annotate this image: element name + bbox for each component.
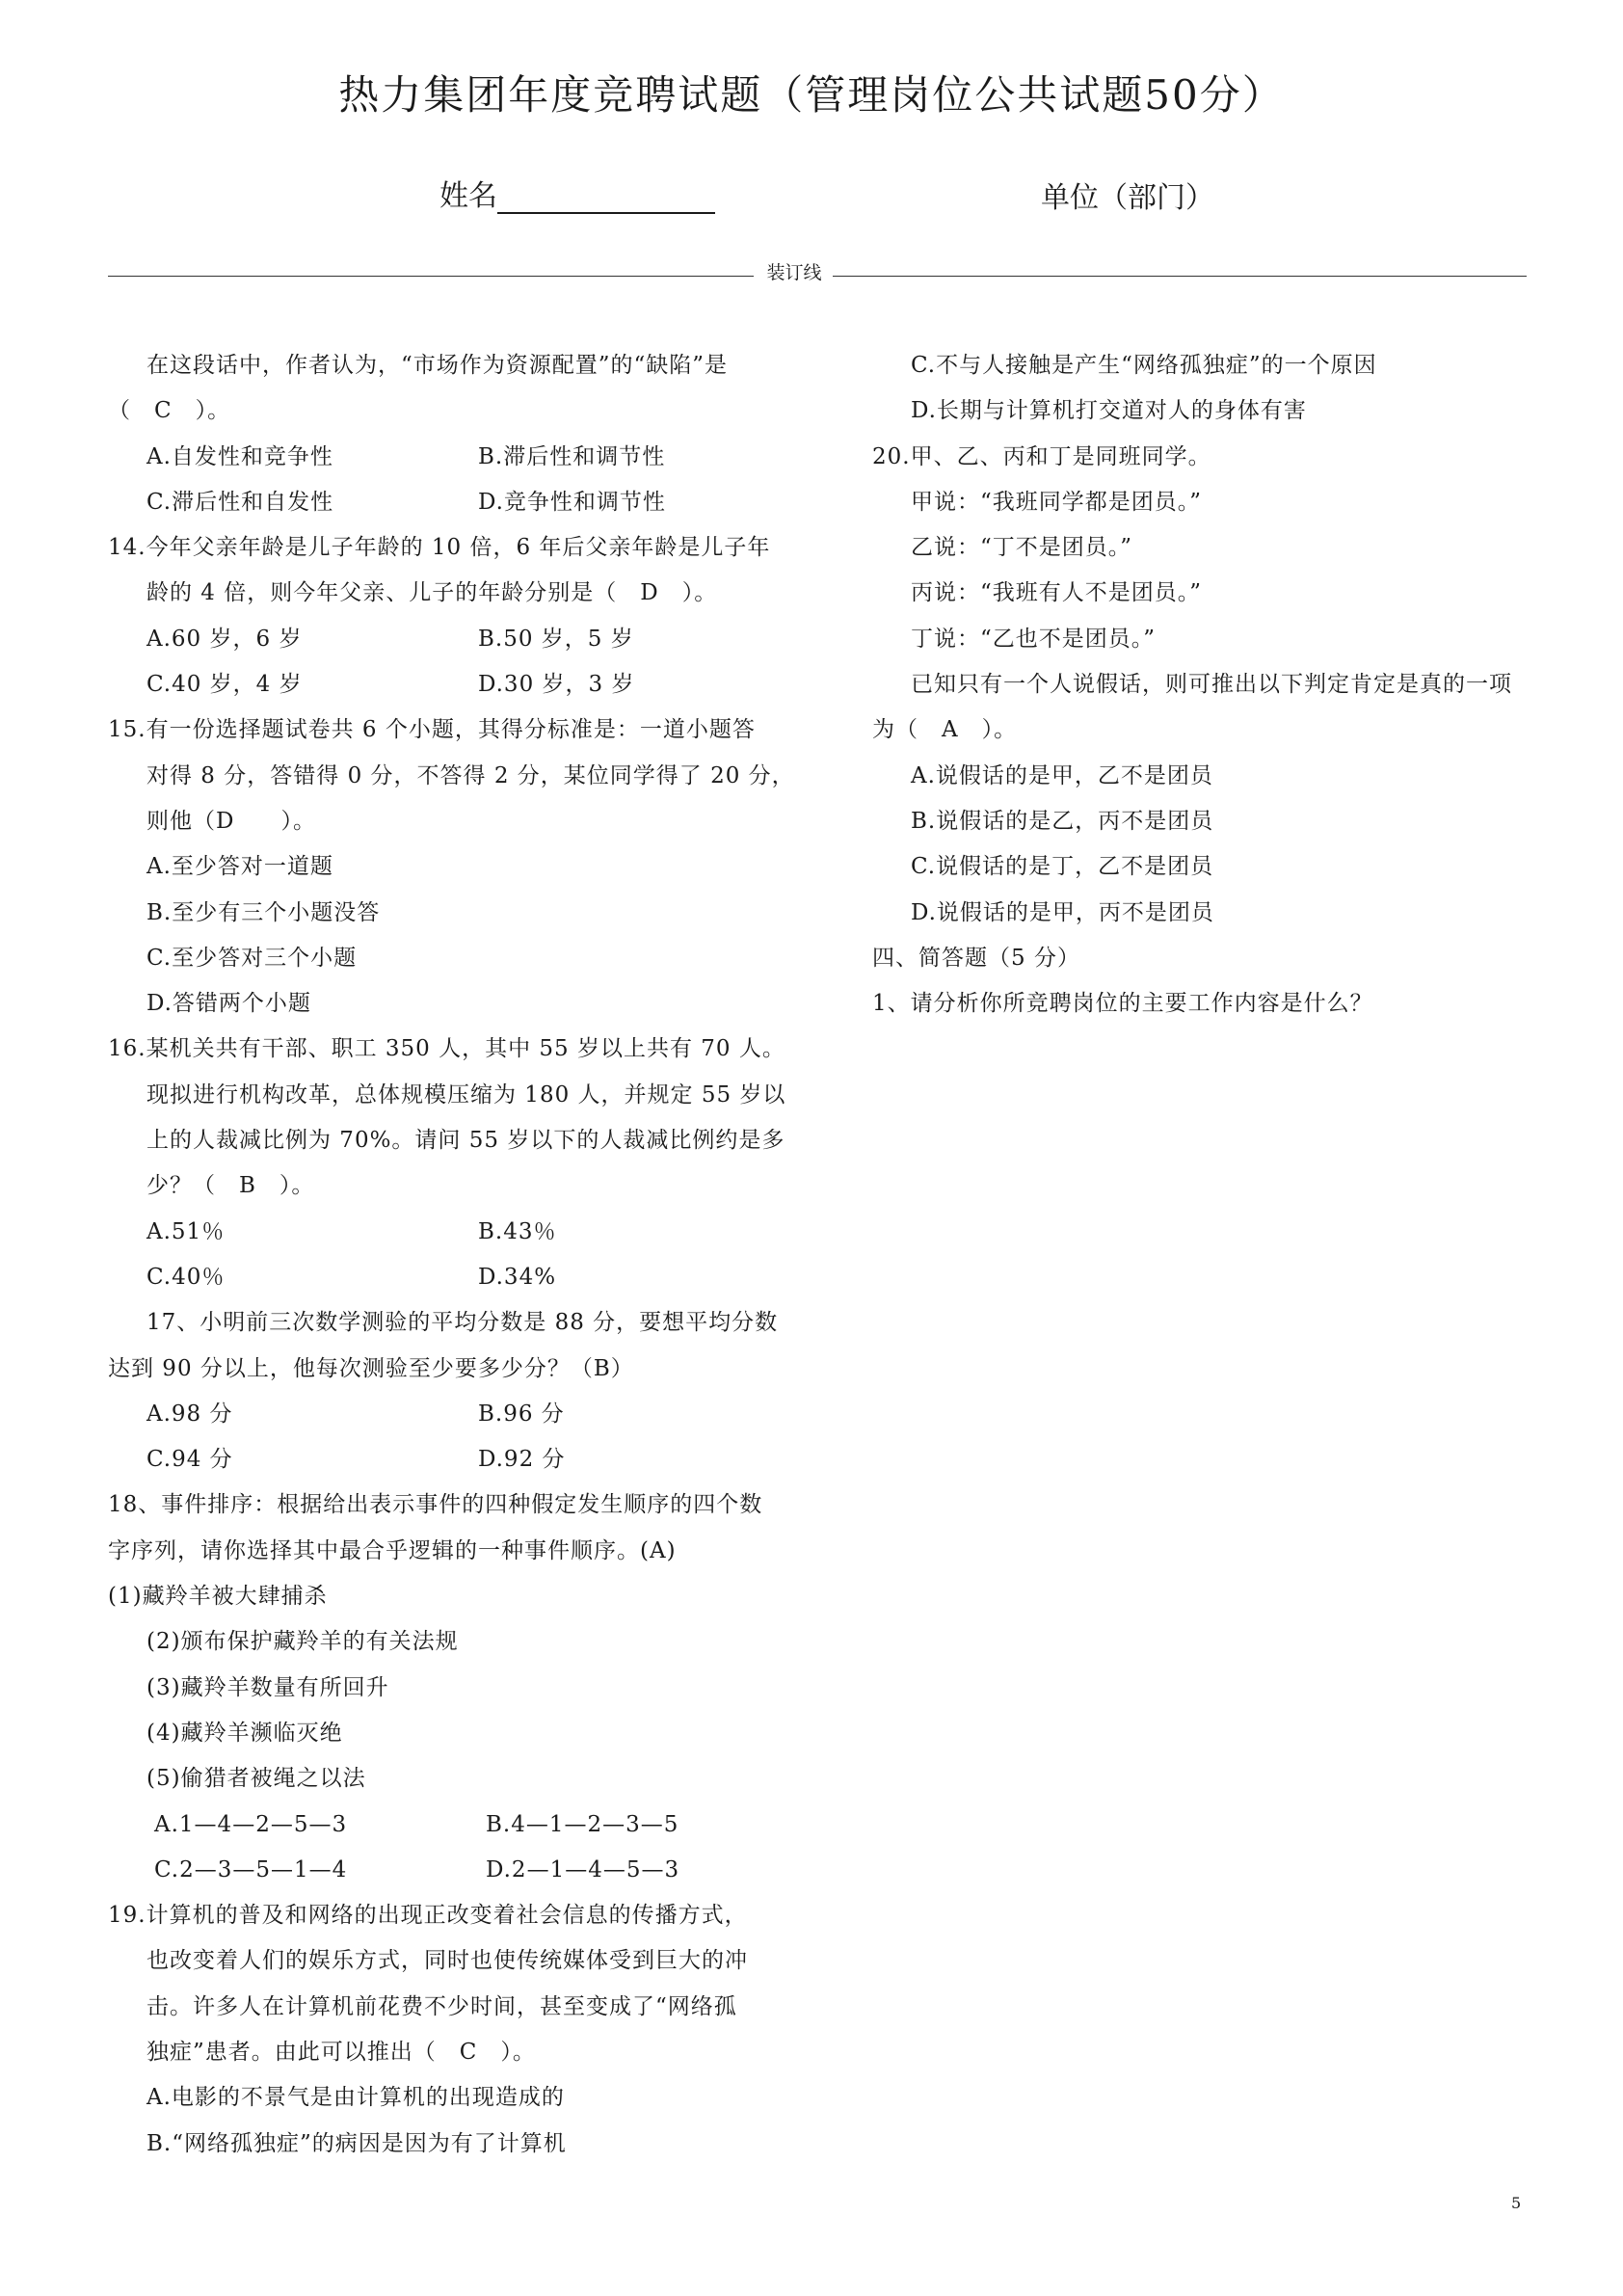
name-field xyxy=(439,172,715,214)
text-line: C.不与人接触是产生“网络孤独症”的一个原因 xyxy=(911,353,1377,378)
text-line: D.答错两个小题 xyxy=(146,991,311,1017)
text-line: 对得 8 分，答错得 0 分，不答得 2 分，某位同学得了 20 分， xyxy=(146,762,795,788)
option-row xyxy=(108,1437,773,1482)
option-text: A.自发性和竞争性 xyxy=(146,443,333,469)
text-line: 甲说：“我班同学都是团员。” xyxy=(911,489,1203,515)
text-line: (5)偷猎者被绳之以法 xyxy=(146,1766,366,1792)
text-line: 14.今年父亲年龄是儿子年龄的 10 倍，6 年后父亲年龄是儿子年 xyxy=(108,535,771,561)
text-line: C.说假话的是丁，乙不是团员 xyxy=(911,854,1214,880)
option-row xyxy=(108,1848,773,1893)
name-blank-line[interactable] xyxy=(497,177,715,214)
option-row xyxy=(108,662,773,707)
text-line: 少？（ B ）。 xyxy=(146,1173,315,1199)
option-text: D.92 分 xyxy=(478,1447,566,1473)
option-text: A.51％ xyxy=(146,1218,226,1244)
text-line: A.电影的不景气是由计算机的出现造成的 xyxy=(146,2085,565,2111)
text-line: (3)藏羚羊数量有所回升 xyxy=(146,1674,389,1700)
option-row xyxy=(108,1802,773,1848)
option-row xyxy=(108,1255,773,1300)
text-line: A.至少答对一道题 xyxy=(146,854,333,880)
text-line: B.说假话的是乙，丙不是团员 xyxy=(911,808,1214,834)
option-text: C.滞后性和自发性 xyxy=(146,489,334,515)
option-text: D.竞争性和调节性 xyxy=(478,489,666,515)
text-line: 20.甲、乙、丙和丁是同班同学。 xyxy=(872,443,1211,469)
text-line: 1、请分析你所竞聘岗位的主要工作内容是什么？ xyxy=(872,991,1373,1017)
option-row xyxy=(108,1210,773,1255)
option-text: B.滞后性和调节性 xyxy=(478,443,666,469)
option-row xyxy=(108,617,773,662)
text-line: 达到 90 分以上，他每次测验至少要多少分？（B） xyxy=(108,1355,634,1381)
option-text: B.4—1—2—3—5 xyxy=(486,1811,679,1837)
text-line: 17、小明前三次数学测验的平均分数是 88 分，要想平均分数 xyxy=(146,1310,779,1336)
text-line: 四、简答题（5 分） xyxy=(872,945,1080,971)
binding-rule-left xyxy=(108,276,754,277)
option-row xyxy=(108,1392,773,1437)
unit-label: 单位（部门） xyxy=(1041,181,1214,215)
text-line: 丁说：“乙也不是团员。” xyxy=(911,626,1157,652)
left-column xyxy=(108,343,795,2167)
option-text: D.34% xyxy=(478,1264,557,1290)
binding-line xyxy=(108,258,1527,283)
page-number: 5 xyxy=(1511,2194,1522,2212)
option-text: C.94 分 xyxy=(146,1447,233,1473)
text-line: 在这段话中，作者认为，“市场作为资源配置”的“缺陷”是 xyxy=(146,353,729,378)
option-text: D.30 岁，3 岁 xyxy=(478,672,635,698)
text-line: 15.有一份选择题试卷共 6 个小题，其得分标准是：一道小题答 xyxy=(108,717,756,743)
text-line: 龄的 4 倍，则今年父亲、儿子的年龄分别是（ D ）。 xyxy=(146,580,718,606)
page-title: 热力集团年度竞聘试题（管理岗位公共试题50分） xyxy=(338,71,1285,119)
text-line: 已知只有一个人说假话，则可推出以下判定肯定是真的一项 xyxy=(911,672,1512,698)
binding-rule-right xyxy=(833,276,1527,277)
text-line: 乙说：“丁不是团员。” xyxy=(911,535,1133,561)
text-line: 19.计算机的普及和网络的出现正改变着社会信息的传播方式， xyxy=(108,1903,748,1929)
text-line: (1)藏羚羊被大肆捕杀 xyxy=(108,1584,328,1610)
text-line: 16.某机关共有干部、职工 350 人，其中 55 岁以上共有 70 人。 xyxy=(108,1036,785,1062)
option-text: C.40 岁，4 岁 xyxy=(146,672,303,698)
text-line: （ C ）。 xyxy=(108,398,231,424)
text-line: 18、事件排序：根据给出表示事件的四种假定发生顺序的四个数 xyxy=(108,1492,763,1518)
text-line: 则他（D ）。 xyxy=(146,808,316,834)
text-line: B.至少有三个小题没答 xyxy=(146,899,381,925)
text-line: 丙说：“我班有人不是团员。” xyxy=(911,580,1203,606)
name-label: 姓名 xyxy=(439,179,497,213)
text-line: B.“网络孤独症”的病因是因为有了计算机 xyxy=(146,2130,567,2156)
text-line: C.至少答对三个小题 xyxy=(146,945,358,971)
option-text: A.60 岁，6 岁 xyxy=(146,626,303,652)
text-line: 独症”患者。由此可以推出（ C ）。 xyxy=(146,2039,536,2065)
option-text: D.2—1—4—5—3 xyxy=(486,1856,680,1882)
text-line: D.长期与计算机打交道对人的身体有害 xyxy=(911,398,1307,424)
binding-label: 装订线 xyxy=(766,262,822,283)
right-column xyxy=(872,343,1528,1027)
text-line: 为（ A ）。 xyxy=(872,717,1018,743)
option-text: B.43％ xyxy=(478,1218,557,1244)
option-row xyxy=(108,435,773,480)
text-line: 也改变着人们的娱乐方式，同时也使传统媒体受到巨大的冲 xyxy=(146,1948,748,1974)
option-text: B.96 分 xyxy=(478,1401,565,1427)
text-line: (2)颁布保护藏羚羊的有关法规 xyxy=(146,1629,459,1655)
text-line: 字序列，请你选择其中最合乎逻辑的一种事件顺序。(A) xyxy=(108,1537,677,1563)
text-line: D.说假话的是甲，丙不是团员 xyxy=(911,899,1214,925)
text-line: 现拟进行机构改革，总体规模压缩为 180 人，并规定 55 岁以 xyxy=(146,1081,786,1108)
option-text: C.2—3—5—1—4 xyxy=(154,1856,348,1882)
text-line: 击。许多人在计算机前花费不少时间，甚至变成了“网络孤 xyxy=(146,1993,737,2019)
option-row xyxy=(108,480,773,525)
text-line: 上的人裁减比例为 70%。请问 55 岁以下的人裁减比例约是多 xyxy=(146,1128,785,1154)
text-line: (4)藏羚羊濒临灭绝 xyxy=(146,1720,343,1746)
option-text: A.1—4—2—5—3 xyxy=(154,1811,348,1837)
option-text: A.98 分 xyxy=(146,1401,233,1427)
text-line: A.说假话的是甲，乙不是团员 xyxy=(911,762,1213,788)
option-text: B.50 岁，5 岁 xyxy=(478,626,634,652)
option-text: C.40％ xyxy=(146,1264,226,1290)
